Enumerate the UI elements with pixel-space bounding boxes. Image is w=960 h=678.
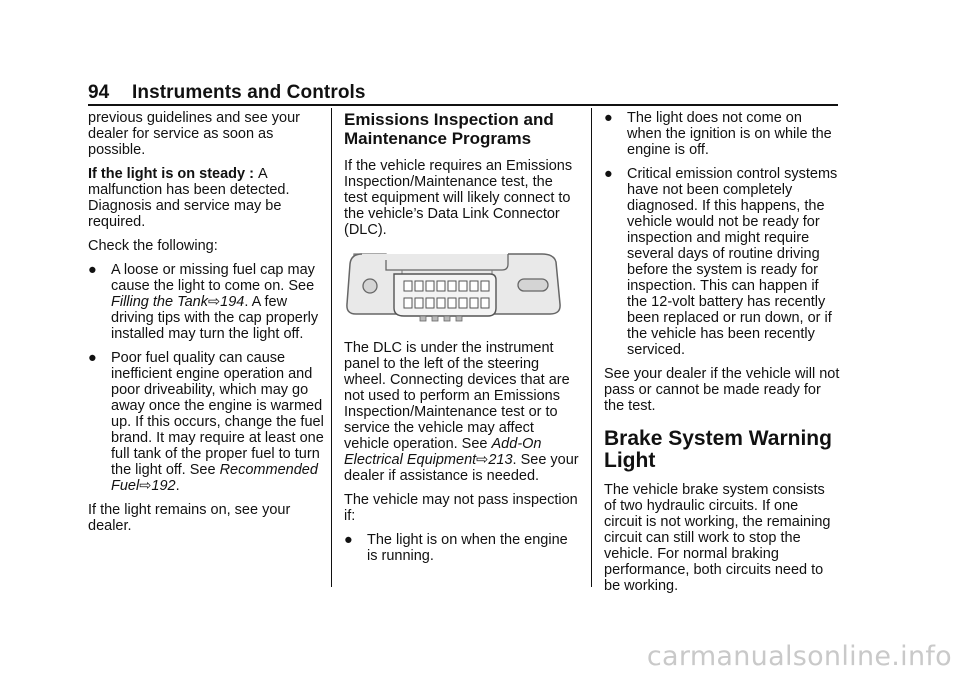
cross-reference-link[interactable]: Filling the Tank [111,294,208,310]
column-1 [88,110,324,542]
page-reference[interactable]: 192 [151,478,176,494]
paragraph: The DLC is under the instrument panel to the left of the steering wheel. Connecting devices that are not used to perform an Emissions Inspection/Maintenance test or to service the vehicle may affect vehicle operation. See Add-On Electrical Equipment⇨213. See your dealer if assistance is needed. [344,340,579,484]
list-item: ● Critical emission control systems have not been completely diagnosed. If this happens, the vehicle would not be ready for inspection and might require several days of routine driving before the system is ready for inspection. This can happen if the 12-volt battery has recently been replaced or run down, or if the vehicle has been recently serviced. [604,166,838,358]
arrow-icon: ⇨ [139,478,152,494]
header-rule [88,104,838,106]
paragraph: See your dealer if the vehicle will not pass or cannot be made ready for the test. [604,366,840,414]
paragraph: previous guidelines and see your dealer for service as soon as possible. [88,110,300,158]
paragraph: If the vehicle requires an Emissions Inspection/Maintenance test, the test equipment will likely connect to the vehicle’s Data Link Connector (DLC). [344,158,573,238]
section-heading: Emissions Inspection and Maintenance Programs [344,110,554,148]
page-header [88,82,366,104]
paragraph: If the light remains on, see your dealer. [88,502,291,534]
cross-reference-link[interactable]: Recommended Fuel [111,462,318,494]
dlc-connector-illustration [342,250,570,326]
watermark: carmanualsonline.info [646,641,952,672]
paragraph: The vehicle may not pass inspection if: [344,492,578,524]
page-title: Instruments and Controls [132,82,366,103]
column-divider-1 [331,108,332,587]
bullet-icon: ● [604,166,613,182]
paragraph: Check the following: [88,238,218,254]
page-reference[interactable]: 213 [488,452,513,468]
list-item: ● The light is on when the engine is running. [344,532,568,564]
list-item: ● The light does not come on when the ignition is on while the engine is off. [604,110,832,158]
paragraph: The vehicle brake system consists of two hydraulic circuits. If one circuit is not working, the remaining circuit can still work to stop the vehicle. For normal braking performance, both circuits need to be working. [604,482,831,594]
page-number: 94 [88,82,110,103]
bullet-icon: ● [88,350,97,366]
cross-reference-link[interactable]: Add-On Electrical Equipment [344,436,542,468]
column-3 [604,110,840,602]
page-reference[interactable]: 194 [220,294,245,310]
bullet-icon: ● [604,110,613,126]
section-title: Brake System Warning Light [604,427,832,472]
paragraph: If the light is on steady : A malfunction has been detected. Diagnosis and service may be required. [88,166,290,230]
column-divider-2 [591,108,592,587]
arrow-icon: ⇨ [476,452,489,468]
steady-label: If the light is on steady : [88,166,258,182]
bullet-icon: ● [88,262,97,278]
list-item: ● Poor fuel quality can cause inefficient engine operation and poor driveability, which may go away once the engine is warmed up. If this occurs, change the fuel brand. It may require at least one full tank of the proper fuel to turn the light off. See Recommended Fuel⇨192. [88,350,324,494]
bullet-icon: ● [344,532,353,548]
arrow-icon: ⇨ [208,294,221,310]
list-item: ● A loose or missing fuel cap may cause the light to come on. See Filling the Tank⇨194. A few driving tips with the cap properly installed may turn the light off. [88,262,319,342]
column-2 [344,110,580,572]
